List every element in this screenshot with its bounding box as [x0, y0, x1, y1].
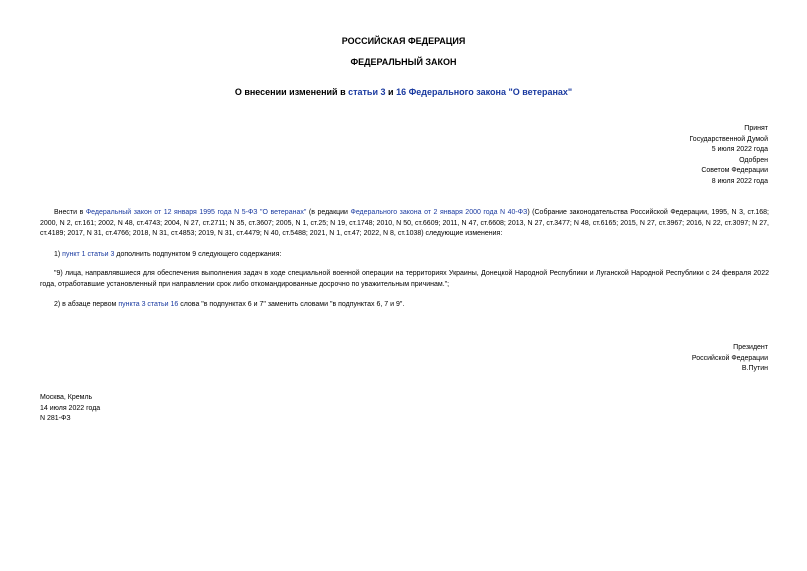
law-type-heading: ФЕДЕРАЛЬНЫЙ ЗАКОН: [350, 57, 457, 67]
item-text: 2) в абзаце первом: [54, 301, 119, 308]
title-prefix: О внесении изменений в: [234, 87, 349, 97]
adoption-line: Государственной Думой: [689, 135, 768, 143]
place-line: Москва, Кремль: [40, 394, 93, 401]
adoption-line: Одобрен: [739, 156, 768, 164]
item-2-paragraph: [40, 300, 769, 311]
intro-text: (в редакции: [306, 209, 351, 216]
title-link-article-16[interactable]: 16 Федерального закона "О ветеранах": [396, 87, 573, 97]
link-law-40-fz[interactable]: Федерального закона от 2 января 2000 года N 40-ФЗ: [350, 209, 528, 216]
link-article-16-point-3[interactable]: пункта 3 статьи 16: [118, 301, 179, 308]
signature-line: Президент: [733, 344, 768, 351]
quote-paragraph: "9) лица, направлявшиеся для обеспечения выполнения задач в ходе специальной военной операции на территориях Украины, Донецкой Народной Республики и Луганской Народной Республики с 24 февраля 2022 года, отработавшие установленный при направлении срок либо откомандированные досрочно по уважительным причинам.";: [40, 270, 769, 288]
adoption-line: Советом Федерации: [701, 167, 768, 175]
title-mid: и: [385, 87, 397, 97]
intro-text: Внести в: [54, 209, 86, 216]
title-link-article-3[interactable]: статьи 3: [348, 87, 386, 97]
link-article-3-point-1[interactable]: пункт 1 статьи 3: [62, 251, 115, 258]
item-1-paragraph: [40, 250, 769, 261]
federation-heading: РОССИЙСКАЯ ФЕДЕРАЦИЯ: [341, 36, 466, 46]
signature-line: В.Путин: [741, 365, 768, 373]
item-text: дополнить подпунктом 9 следующего содержания:: [114, 251, 282, 258]
adoption-line: 5 июля 2022 года: [711, 146, 768, 154]
signature-line: Российской Федерации: [691, 354, 768, 362]
item-text: 1): [54, 251, 63, 258]
law-title: [0, 87, 807, 97]
date-line: 14 июля 2022 года: [40, 404, 101, 412]
adoption-block: [568, 124, 768, 188]
link-law-5-fz[interactable]: Федеральный закон от 12 января 1995 года N 5-ФЗ "О ветеранах": [85, 209, 307, 216]
signature-block: [568, 343, 768, 375]
intro-paragraph: [40, 208, 769, 240]
item-text: слова "в подпунктах 6 и 7" заменить словами "в подпунктах 6, 7 и 9".: [178, 301, 405, 308]
place-date-block: [40, 393, 100, 425]
number-line: N 281-ФЗ: [40, 415, 71, 423]
intro-text: ) (Собрание законодательства Российской Федерации, 1995, N 3, ст.168; 2000, N 2, ст.161; 2002, N 48, ст.4743; 2004, N 27, ст.2711; N 35, ст.3607; 2005, N 1, ст.25; N 19, ст.1748; 2010, N 50, ст.6609; 2011, N 47, ст.6608; 2013, N 27, ст.3477; N 48, ст.6165; 2015, N 27, ст.3967; 2016, N 22, ст.3097; N 27, ст.4189; 2017, N 31, ст.4766; 2018, N 31, ст.4853; 2019, N 31, ст.4479; N 40, ст.5488; 2021, N 1, ст.47; 2022, N 8, ст.1038) следующие изменения:: [40, 209, 769, 237]
adoption-line: Принят: [744, 125, 768, 132]
adoption-line: 8 июля 2022 года: [711, 177, 768, 185]
